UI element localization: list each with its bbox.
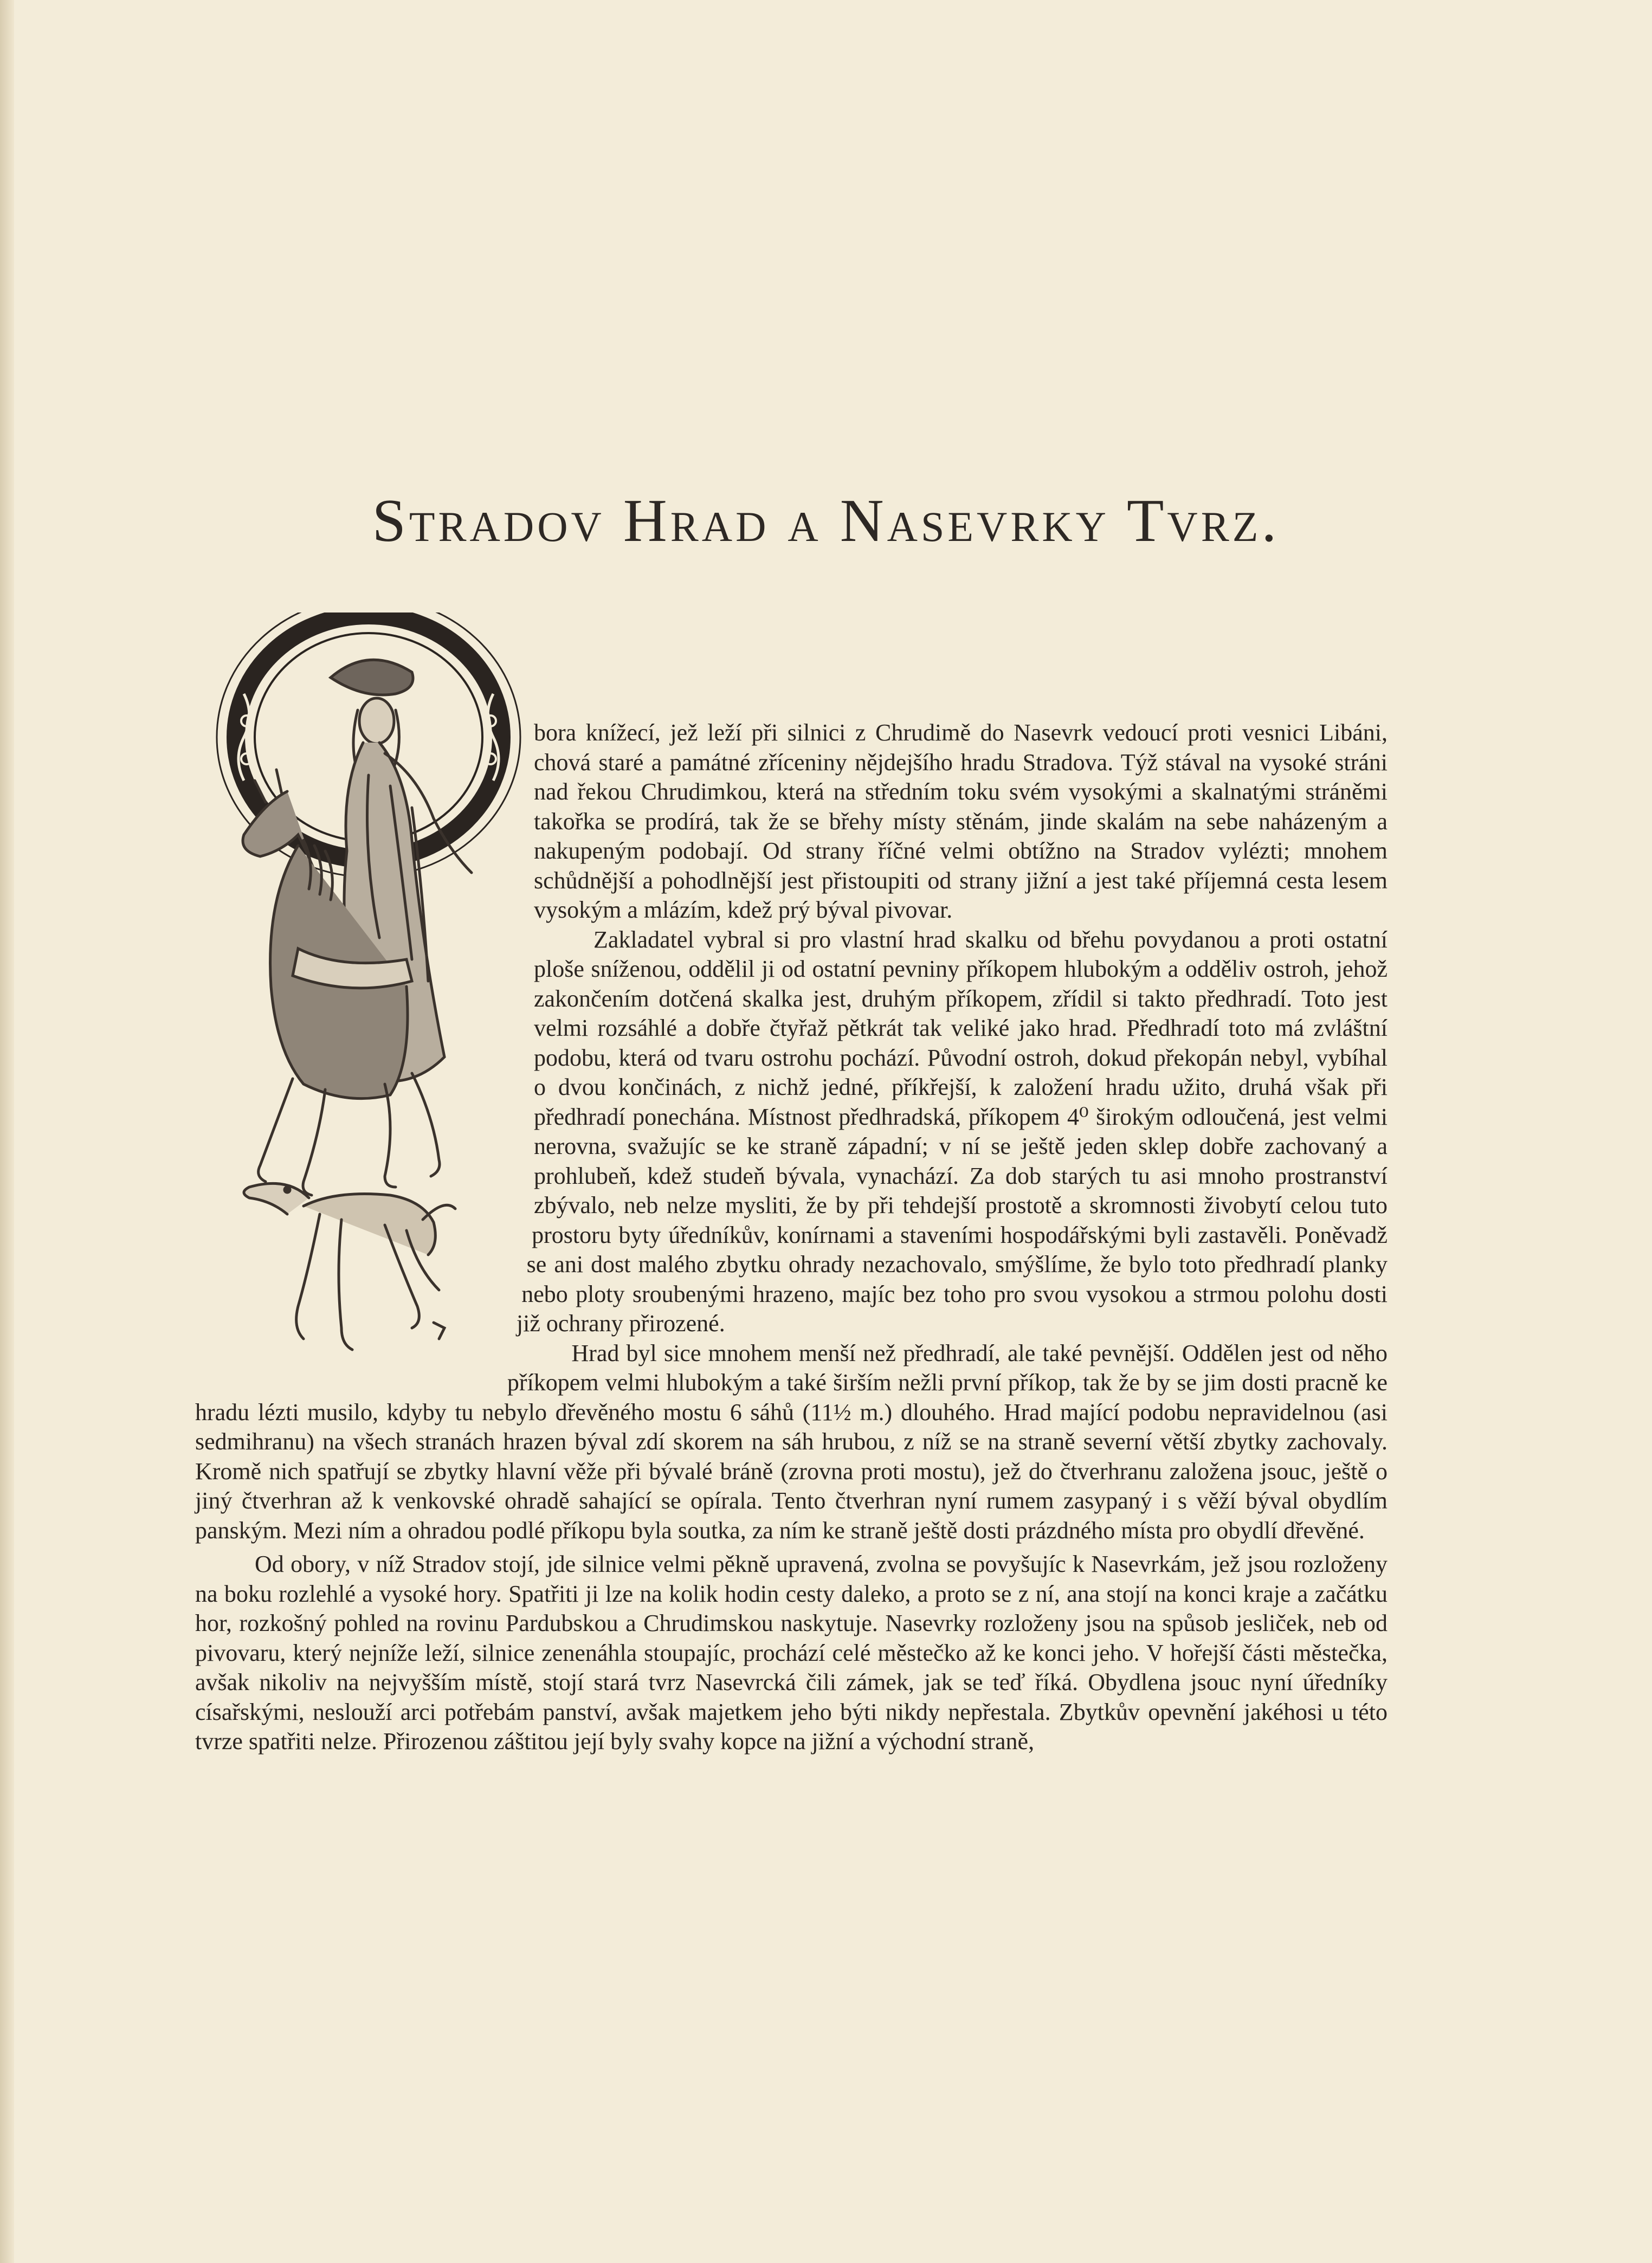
paragraph-2: Zakladatel vybral si pro vlastní hrad skalku od břehu povydanou a proti ostatní ploše sníženou, oddělil ji od ostatní pevniny příkopem hlubokým a odděliv ostroh, jehož zakončením dotčená skalka jest, druhým příkopem, zřídil si takto předhradí. Toto jest velmi rozsáhlé a dobře čtyřaž pětkrát tak veliké jako hrad. Předhradí toto má zvláštní podobu, která od tvaru ostrohu pochází. Původní ostroh, dokud překopán nebyl, vybíhal o dvou končinách, z nichž jedné, příkřejší, k založení hradu užito, druhá však při předhradí ponechána. Místnost předhradská, příkopem 4⁰ širokým odloučená, jest velmi nerovna, svažujíc se ke straně západní; v ní se ještě jeden sklep dobře zachovaný a prohlubeň, kdež studeň bývala, vynachází. Za dob starých tu asi mnoho prostranství zbývalo, neb nelze mysliti, že by při tehdejší prostotě a skromnosti živobytí celou tuto prostoru byty úředníkův, konírnami a staveními hospodářskými byli zastavěli. Poněvadž se ani dost malého zbytku ohrady nezachovalo, smýšlíme, že bylo toto předhradí planky nebo ploty sroubenými hrazeno, majíc bez toho pro svou vysokou a strmou polohu dosti již ochrany přirozené.: [516, 926, 1388, 1337]
paragraph-3: Hrad byl sice mnohem menší než předhradí, ale také pevnější. Oddělen jest od něho příkopem velmi hlubokým a také širším nežli první příkop, tak že by se jim dosti pracně ke hradu lézti musilo, kdyby tu nebylo dřevěného mostu 6 sáhů (11½ m.) dlouhého. Hrad mající podobu nepravidelnou (asi sedmihranu) na všech stranách hrazen býval zdí skorem na sáh hrubou, z níž se na straně severní větší zbytky zachovaly. Kromě nich spatřují se zbytky hlavní věže při bývalé bráně (zrovna proti mostu), jež do čtverhranu založena jsouc, ještě o jiný čtverhran až k venkovské ohradě sahající se opírala. Tento čtverhran nyní rumem zasypaný i s věží býval obydlím panským. Mezi ním a ohradou podlé příkopu byla soutka, za ním ke straně ještě dosti prázdného místa pro obydlí dřevěné.: [195, 1339, 1388, 1544]
paragraph-1: bora knížecí, jež leží při silnici z Chrudimě do Nasevrk vedoucí proti vesnici Libáni, chová staré a památné zříceniny nějdejšího hradu Stradova. Týž stával na vysoké stráni nad řekou Chrudimkou, která na středním toku svém vysokými a skalnatými stráněmi takořka se prodírá, tak že se břehy místy stěnám, jinde skalám na sebe naházeným a nakupeným podobají. Od strany říčné velmi obtížno na Stradov vylézti; mnohem schůdnější a pohodlnější jest přistoupiti od strany jižní a jest také příjemná cesta lesem vysokým a mlázím, kdež prý býval pivovar.: [534, 719, 1388, 923]
page-title: Stradov Hrad a Nasevrky Tvrz.: [372, 487, 1280, 555]
paragraph-gap: [195, 1545, 1388, 1550]
illustration-text-wrap: [195, 718, 534, 1371]
paragraph-4: Od obory, v níž Stradov stojí, jde silnice velmi pěkně upravená, zvolna se povyšujíc k Nasevrkám, jež jsou rozloženy na boku rozlehlé a vysoké hory. Spatřiti ji lze na kolik hodin cesty daleko, a proto se z ní, ana stojí na konci kraje a začátku hor, rozkošný pohled na rovinu Pardubskou a Chrudimskou naskytuje. Nasevrky rozloženy jsou na spůsob jesliček, neb od pivovaru, který nejníže leží, silnice zenenáhla stoupajíc, prochází celé městečko až ke konci jeho. V hořejší části městečka, avšak nikoliv na nejvyšším místě, stojí stará tvrz Nasevrcká čili zámek, jak se teď říká. Obydlena jsouc nyní úředníky císařskými, neslouží arci potřebám panství, avšak majetkem jeho býti nikdy nepřestala. Zbytkův opevnění jakéhosi u této tvrze spatřiti nelze. Přirozenou záštitou její byly svahy kopce na jižní a východní straně,: [195, 1551, 1388, 1755]
article-body: [195, 718, 1388, 1757]
page-gutter: [0, 0, 14, 2263]
